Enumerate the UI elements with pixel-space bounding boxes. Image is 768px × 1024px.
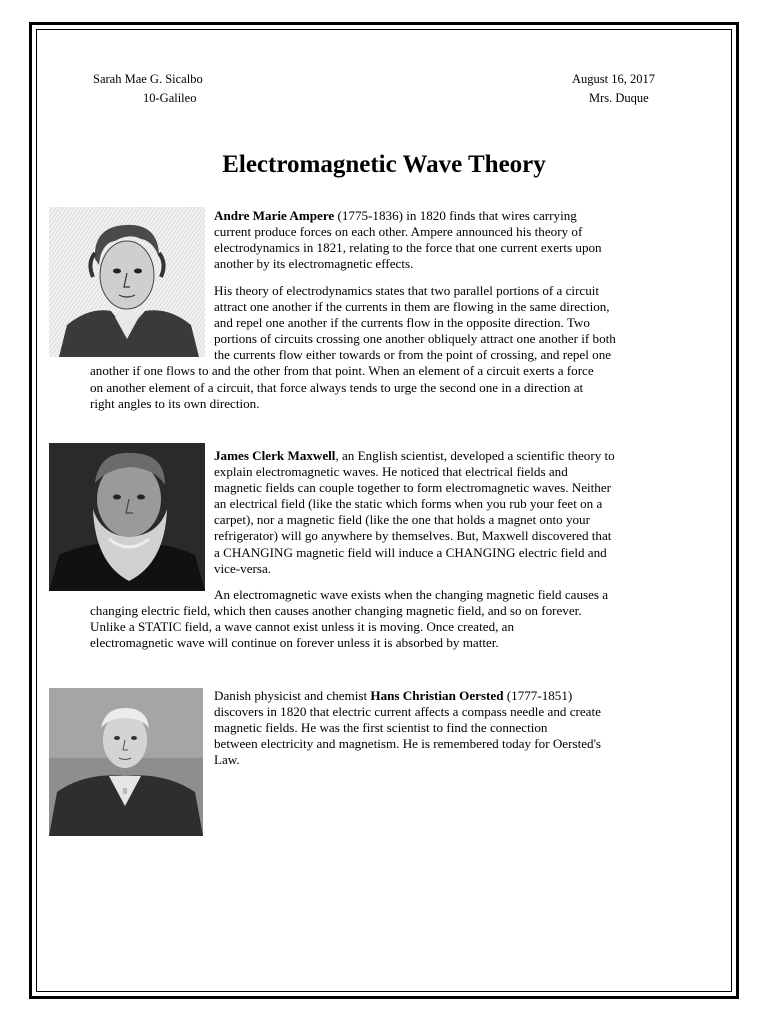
maxwell-portrait [49, 443, 205, 591]
ampere-theory-paragraph: His theory of electrodynamics states that two parallel portions of a circuit attract one another if the currents in them are flowing in the same direction, and repel one another if the currents flow in the opposite direction. Two portions of circuits crossing one another obliquely attract one another if both the currents flow either towards or from the point of crossing, and repel one another if one flows to and the other from that point. When an element of a circuit exerts a force on another element of a circuit, that force always tends to urge the second one in a direction at right angles to its own direction. [90, 283, 616, 411]
oersted-name: Hans Christian Oersted [370, 688, 504, 703]
document-date: August 16, 2017 [572, 72, 655, 86]
page-title: Electromagnetic Wave Theory [222, 151, 546, 178]
maxwell-intro-paragraph: James Clerk Maxwell, an English scientist, developed a scientific theory to explain electromagnetic waves. He noticed that electrical fields and magnetic fields can couple together to form electromagnetic waves. Neither an electrical field (like the static which forms when you rub your feet on a carpet), nor a magnetic field (like the one that holds a magnet onto your refrigerator) will go anywhere by themselves. But, Maxwell discovered that a CHANGING magnetic field will induce a CHANGING electric field and vice-versa. [214, 448, 615, 576]
teacher-name: Mrs. Duque [589, 91, 649, 105]
ampere-intro-paragraph: Andre Marie Ampere (1775-1836) in 1820 finds that wires carrying current produce forces on each other. Ampere announced his theory of electrodynamics in 1821, relating to the force that one current exerts upon another by its electromagnetic effects. [214, 208, 602, 272]
student-name: Sarah Mae G. Sicalbo [93, 72, 203, 86]
maxwell-wave-paragraph: An electromagnetic wave exists when the changing magnetic field causes a changing electric field, which then causes another changing magnetic field, and so on forever. Unlike a STATIC field, a wave cannot exist unless it is moving. Once created, an electromagnetic wave will continue on forever unless it is absorbed by matter. [90, 587, 609, 651]
oersted-paragraph: Danish physicist and chemist Hans Christian Oersted (1777-1851) discovers in 1820 that electric current affects a compass needle and create magnetic fields. He was the first scientist to find the connection between electricity and magnetism. He is remembered today for Oersted's Law. [214, 688, 602, 768]
ampere-name: Andre Marie Ampere [214, 208, 335, 223]
ampere-portrait [49, 207, 205, 357]
student-section: 10-Galileo [143, 91, 197, 105]
oersted-portrait [49, 688, 203, 836]
maxwell-name: James Clerk Maxwell [214, 448, 336, 463]
